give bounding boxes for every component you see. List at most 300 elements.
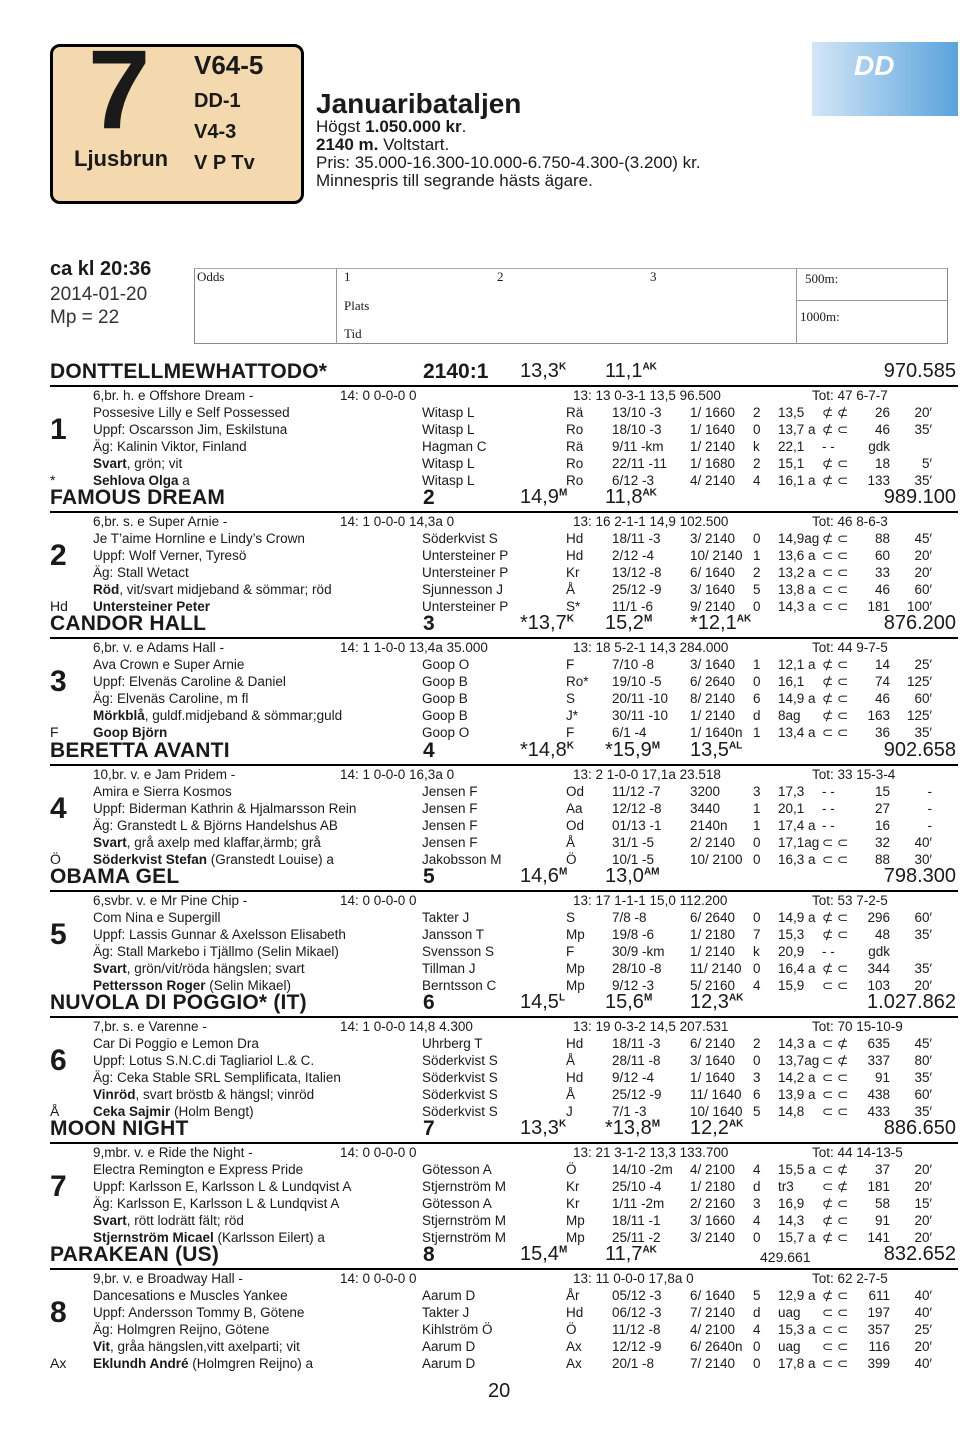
start-cell: 15,9 (778, 977, 805, 993)
start-cell: 12,9 a (778, 1288, 816, 1304)
start-cell: Aarum D (422, 1339, 476, 1355)
start-cell: 2/ 2140 (690, 834, 736, 850)
start-number: 5 (50, 917, 67, 951)
bold-text: Vit (93, 1339, 111, 1355)
start-cell: 6/ 1640 (690, 1288, 736, 1304)
stats-total: Tot: 44 14-13-5 (812, 1145, 903, 1161)
start-cell: 46 (874, 582, 890, 598)
start-cell: 14/10 -2m (612, 1162, 673, 1178)
record-type: M (558, 487, 568, 499)
start-cell: Å (566, 834, 576, 850)
start-cell: 9/12 -4 (612, 1070, 655, 1085)
record-type: M (643, 613, 653, 625)
start-cell: 5 (753, 1104, 761, 1119)
start-time: ca kl 20:36 (50, 258, 152, 280)
detail-text: Possesive Lilly e Self Possessed (93, 405, 290, 420)
start-cell: 74 (874, 674, 890, 690)
start-cell: 4 (753, 1322, 761, 1338)
start-cell: 103 (867, 977, 890, 993)
record-time: $15,2^M$ (605, 612, 653, 635)
detail-text: Uppf: Lotus S.N.C.di Tagliariol L.& C. (93, 1053, 315, 1068)
start-cell: 2140n (690, 817, 728, 833)
start-cell: - - (822, 800, 835, 816)
start-cell: Goop B (422, 691, 468, 707)
detail-text: , vit/svart midjeband & sömmar; röd (119, 582, 332, 598)
detail-text: (Holm Bengt) (170, 1104, 254, 1119)
start-cell: 60′ (914, 909, 932, 925)
detail-text: Ava Crown e Super Arnie (93, 657, 245, 673)
start-cell: 1/ 2180 (690, 1179, 736, 1195)
horse-detail-line (93, 455, 182, 472)
start-cell: ⊄ ⊂ (822, 456, 849, 471)
start-cell: 116 (868, 1339, 890, 1355)
detail-text: Äg: Holmgren Reijno, Götene (93, 1322, 270, 1338)
start-number: 4 (50, 791, 67, 825)
start-cell: Hd (566, 1036, 584, 1051)
stats-2013: 13: 19 0-3-2 14,5 207.531 (573, 1019, 729, 1034)
start-cell: Ro (566, 422, 584, 437)
start-cell: 25/12 -9 (612, 1087, 662, 1102)
start-cell: 6/ 2640 (690, 909, 736, 925)
start-cell: 18/11 -1 (612, 1213, 661, 1229)
horse-detail-line (93, 1052, 314, 1069)
start-cell: ⊂ ⊄ (822, 1053, 849, 1068)
start-cell: 05/12 -3 (612, 1288, 662, 1304)
start-cell: - - (822, 783, 835, 799)
horse-detail-line (93, 581, 332, 598)
post-position: 7 (423, 1117, 435, 1141)
horse-name: BERETTA AVANTI (50, 738, 230, 762)
total-earnings: 876.200 (883, 612, 956, 635)
start-cell: 9/ 2140 (690, 599, 736, 615)
start-cell: 45′ (914, 1036, 932, 1051)
total-earnings: 989.100 (883, 486, 956, 509)
record-time: $11,8^{AK}$ (605, 486, 657, 509)
start-cell: Witasp L (422, 405, 475, 420)
start-cell: Å (566, 1053, 576, 1068)
start-cell: 6/ 2140 (690, 1036, 736, 1051)
start-cell: ⊂ ⊂ (822, 1356, 849, 1372)
start-cell: 80′ (914, 1053, 932, 1068)
start-cell: 14,3 a (778, 599, 816, 615)
start-cell: Jensen F (422, 800, 478, 816)
start-cell: Goop O (422, 657, 470, 673)
start-cell: 13,9 a (778, 1087, 816, 1102)
start-cell: Hd (566, 1070, 584, 1085)
start-cell: 35′ (914, 1104, 932, 1119)
record-type: M (643, 992, 653, 1004)
start-cell: 31/1 -5 (612, 834, 655, 850)
horse-info: 6,br. s. e Super Arnie - (93, 514, 228, 530)
bold-text: Ceka Sajmir (93, 1104, 171, 1119)
stats-2013: 13: 13 0-3-1 13,5 96.500 (573, 388, 721, 403)
start-cell: 25/10 -4 (612, 1179, 662, 1195)
horse-info: 7,br. s. e Varenne - (93, 1019, 207, 1034)
start-cell: 1 (753, 725, 761, 741)
detail-text: Äg: Stall Wetact (93, 565, 189, 581)
start-cell: 10/1 -5 (612, 851, 655, 867)
start-cell: År (566, 1288, 580, 1304)
start-cell: 28/10 -8 (612, 960, 662, 976)
start-cell: 58 (874, 1196, 890, 1212)
start-cell: 20/11 -10 (612, 691, 669, 707)
start-cell: 14,2 a (778, 1070, 816, 1085)
start-cell: Uhrberg T (422, 1036, 483, 1051)
detail-text: Car Di Poggio e Lemon Dra (93, 1036, 259, 1051)
start-cell: 40′ (914, 834, 932, 850)
bold-text: Stjernström Micael (93, 1230, 214, 1246)
shoe-info: * (50, 472, 56, 488)
race-info-line: Högst 1.050.000 kr. (316, 117, 467, 136)
record-time: $11,1^{AK}$ (605, 360, 657, 382)
shoe-info: F (50, 724, 59, 741)
split-500m: 500m: (805, 271, 839, 286)
post-position: 6 (423, 991, 435, 1014)
start-cell: 60 (874, 548, 890, 564)
start-cell: 14,9ag (778, 531, 820, 547)
start-cell: 26 (874, 405, 890, 420)
start-cell: 4 (753, 1213, 761, 1229)
start-cell: ⊂ ⊂ (822, 582, 849, 598)
dd-logo-text: DD (854, 50, 895, 81)
start-cell: 18/11 -3 (612, 1036, 661, 1051)
start-cell: 2/ 2160 (690, 1196, 736, 1212)
start-cell: 11/ 1640 (690, 1087, 742, 1102)
stats-2013: 13: 16 2-1-1 14,9 102.500 (573, 514, 729, 530)
total-earnings: 902.658 (883, 738, 956, 761)
start-cell: 48 (874, 926, 890, 942)
start-cell: 4/ 2100 (690, 1322, 736, 1338)
start-cell: 30/9 -km (612, 943, 665, 959)
start-cell: 06/12 -3 (612, 1305, 662, 1321)
start-cell: 1/ 2180 (690, 926, 736, 942)
start-cell: ⊂ ⊂ (822, 977, 849, 993)
start-cell: Rä (566, 439, 584, 454)
horse-detail-line (93, 926, 346, 943)
start-cell: 9/12 -3 (612, 977, 655, 993)
start-cell: gdk (868, 943, 890, 959)
start-cell: k (753, 439, 760, 454)
start-cell: 91 (874, 1213, 890, 1229)
start-cell: 15,1 (778, 456, 805, 471)
start-cell: Jensen F (422, 783, 478, 799)
page-number: 20 (488, 1380, 511, 1402)
start-cell: 1/ 1640 (690, 1070, 736, 1085)
start-cell: 0 (753, 960, 761, 976)
horse-name: FAMOUS DREAM (50, 486, 226, 510)
start-cell: - (927, 800, 932, 816)
start-cell: 25′ (914, 657, 932, 673)
start-cell: Ö (566, 1322, 577, 1338)
start-cell: ⊄ ⊂ (822, 960, 849, 976)
start-cell: 18/11 -3 (612, 531, 661, 547)
odds-col-3: 3 (650, 269, 657, 284)
start-cell: 20′ (914, 1230, 932, 1246)
detail-text: Uppf: Karlsson E, Karlsson L & Lundqvist A (93, 1179, 352, 1195)
detail-text: , guldf.midjeband & sömmar;guld (144, 708, 343, 724)
start-cell: Ö (566, 851, 577, 867)
start-cell: 1/ 1680 (690, 456, 736, 471)
start-cell: Ö (566, 1162, 577, 1178)
start-cell: ⊄ ⊄ (822, 405, 849, 420)
detail-text: , grön/vit/röda hängslen; svart (126, 960, 305, 976)
start-cell: 0 (753, 1230, 761, 1246)
horse-name: OBAMA GEL (50, 864, 180, 888)
start-cell: Hagman C (422, 439, 487, 454)
start-cell: 2 (753, 456, 761, 471)
shoe-info: Ax (50, 1355, 67, 1372)
start-cell: Söderkvist S (422, 1053, 498, 1068)
start-cell: 13/10 -3 (612, 405, 662, 420)
horse-info: 6,svbr. v. e Mr Pine Chip - (93, 892, 248, 908)
start-cell: 17,8 a (778, 1356, 816, 1372)
start-cell: 7/ 2140 (690, 1305, 736, 1321)
horse-detail-line (93, 800, 356, 817)
start-cell: Untersteiner P (422, 548, 509, 564)
start-cell: 25′ (914, 1322, 932, 1338)
start-cell: 6/1 -4 (612, 725, 647, 741)
start-cell: 181 (867, 1179, 890, 1195)
start-cell: Aarum D (422, 1288, 476, 1304)
record-type: M (651, 1118, 661, 1130)
start-cell: 3440 (690, 800, 721, 816)
start-cell: 20′ (914, 1179, 932, 1195)
start-cell: 2 (753, 1036, 761, 1051)
bold-text: Sehlova Olga (93, 473, 179, 488)
start-cell: 35′ (914, 1070, 932, 1085)
start-cell: ⊄ ⊂ (822, 909, 849, 925)
race-title: Januaribataljen (316, 88, 522, 119)
horse-detail-line (93, 1195, 339, 1212)
start-cell: 0 (753, 599, 761, 615)
detail-text: Äg: Granstedt L & Björns Handelshus AB (93, 817, 338, 833)
start-cell: ⊂ ⊂ (822, 1104, 849, 1119)
start-cell: 1 (753, 548, 761, 564)
start-cell: 12,1 a (778, 657, 816, 673)
start-cell: 10/ 2100 (690, 851, 743, 867)
start-cell: 14,3 (778, 1213, 805, 1229)
start-cell: d (753, 1305, 761, 1321)
start-cell: 19/8 -6 (612, 926, 655, 942)
start-cell: 125′ (906, 674, 932, 690)
game-type-2: DD-1 (194, 90, 241, 112)
start-cell: Berntsson C (422, 977, 497, 993)
record-time: $*14,8^K$ (520, 738, 574, 761)
start-cell: 10/ 1640 (690, 1104, 743, 1119)
record-type: L (558, 992, 566, 1004)
start-cell: ⊄ ⊂ (822, 708, 849, 724)
start-cell: 7/8 -8 (612, 909, 647, 925)
start-cell: 6/ 2640n (690, 1339, 743, 1355)
shoe-info: Å (50, 1103, 60, 1119)
start-number: 7 (50, 1170, 67, 1204)
start-cell: 433 (867, 1104, 890, 1119)
start-cell: 3200 (690, 783, 721, 799)
start-cell: 3 (753, 1196, 761, 1212)
start-cell: Ro (566, 473, 584, 488)
start-cell: - - (822, 943, 835, 959)
start-cell: 4/ 2140 (690, 473, 736, 488)
start-cell: 344 (867, 960, 890, 976)
start-cell: 6 (753, 1087, 761, 1102)
start-cell: 13,5 (778, 405, 805, 420)
start-cell: 20,9 (778, 943, 805, 959)
bold-text: Svart (93, 834, 127, 850)
start-cell: Goop B (422, 708, 468, 724)
start-cell: 7 (753, 926, 761, 942)
horse-info: 10,br. v. e Jam Pridem - (93, 766, 236, 782)
start-cell: 0 (753, 851, 761, 867)
start-cell: 0 (753, 422, 761, 437)
total-earnings: 886.650 (883, 1117, 956, 1140)
start-cell: 3 (753, 783, 761, 799)
start-cell: 20′ (914, 548, 932, 564)
start-cell: 3/ 1640 (690, 582, 736, 598)
start-cell: 14,8 (778, 1104, 805, 1119)
start-cell: Söderkvist S (422, 1087, 498, 1102)
post-position: 3 (423, 612, 435, 636)
start-cell: 19/10 -5 (612, 674, 662, 690)
track-name: Ljusbrun (74, 146, 169, 171)
start-cell: 0 (753, 1356, 761, 1372)
start-cell: 0 (753, 834, 761, 850)
record-type: AK (728, 992, 744, 1004)
start-cell: ⊂ ⊄ (822, 1036, 849, 1051)
start-cell: 18 (874, 456, 890, 471)
start-cell: 0 (753, 531, 761, 547)
start-cell: Od (566, 817, 585, 833)
start-cell: 13/12 -8 (612, 565, 662, 581)
horse-detail-line (93, 909, 221, 926)
start-cell: Stjernström M (422, 1179, 507, 1195)
start-cell: Takter J (422, 1305, 470, 1321)
horse-detail-line (93, 943, 339, 960)
start-cell: ⊂ ⊂ (822, 725, 849, 741)
record-type: AK (642, 487, 657, 499)
post-position: 2140:1 (423, 360, 489, 383)
start-cell: 15,3 a (778, 1322, 816, 1338)
race-date: 2014-01-20 (50, 284, 148, 305)
start-cell: 5 (753, 1288, 761, 1304)
start-cell: 1 (753, 817, 761, 833)
start-cell: ⊂ ⊄ (822, 1162, 849, 1178)
start-cell: 20′ (914, 405, 932, 420)
odds-col-2: 2 (497, 269, 504, 284)
start-cell: 0 (753, 909, 761, 925)
detail-text: Com Nina e Supergill (93, 909, 221, 925)
start-cell: 17,3 (778, 783, 805, 799)
record-time: $14,9^M$ (520, 486, 568, 509)
stats-2013: 13: 18 5-2-1 14,3 284.000 (573, 640, 729, 656)
start-cell: Witasp L (422, 422, 475, 437)
start-cell: Kihlström Ö (422, 1322, 493, 1338)
start-cell: Mp (566, 1230, 585, 1246)
horse-detail-line (93, 1287, 288, 1304)
start-cell: Witasp L (422, 456, 475, 471)
horse-detail-line (93, 690, 248, 707)
stats-2013: 13: 17 1-1-1 15,0 112.200 (573, 892, 728, 908)
record-type: K (558, 1118, 567, 1130)
start-cell: Untersteiner P (422, 599, 509, 615)
record-time: $*13,7^K$ (520, 612, 574, 635)
start-cell: S (566, 909, 576, 925)
start-cell: 11/12 -7 (612, 783, 661, 799)
start-cell: 13,8 a (778, 582, 816, 598)
horse-name: PARAKEAN (US) (50, 1243, 220, 1267)
start-cell: Aa (566, 800, 583, 816)
record-type: AL (728, 739, 743, 751)
detail-text: Dancesations e Muscles Yankee (93, 1288, 288, 1304)
start-cell: 13,2 a (778, 565, 816, 581)
bold-text: Goop Björn (93, 725, 168, 741)
start-cell: 25/11 -2 (612, 1230, 661, 1246)
start-cell: 60′ (914, 1087, 932, 1102)
stats-2014: 14: 1 0-0-0 14,8 4.300 (340, 1019, 473, 1034)
start-cell: Ax (566, 1339, 582, 1355)
start-cell: 33 (874, 565, 890, 581)
start-cell: 3/ 1640 (690, 657, 736, 673)
horse-detail-line (93, 1338, 300, 1355)
start-cell: 20/1 -8 (612, 1356, 655, 1372)
start-cell: 30/11 -10 (612, 708, 669, 724)
horse-detail-line (93, 1178, 351, 1195)
start-cell: 16,4 a (778, 960, 816, 976)
start-cell: Witasp L (422, 473, 475, 488)
start-cell: 337 (867, 1053, 890, 1068)
post-position: 4 (423, 738, 435, 762)
start-cell: J (566, 1104, 573, 1119)
detail-text: , gråa hängslen,vitt axelparti; vit (110, 1339, 300, 1355)
start-cell: 20′ (914, 1213, 932, 1229)
race-number: 7 (88, 27, 151, 152)
start-cell: 611 (868, 1288, 890, 1304)
start-cell: - (927, 783, 932, 799)
shoe-info: Hd (50, 598, 68, 615)
start-cell: 2 (753, 565, 761, 581)
start-cell: 20′ (914, 1339, 932, 1355)
detail-text: (Granstedt Louise) a (207, 851, 334, 867)
record-type: M (651, 739, 661, 751)
stats-2014: 14: 0 0-0-0 0 (340, 892, 417, 908)
start-cell: - (927, 817, 932, 833)
detail-text: Je T’aime Hornline e Lindy’s Crown (93, 531, 305, 547)
stats-total: Tot: 70 15-10-9 (812, 1019, 903, 1034)
detail-text: (Selin Mikael) (205, 977, 292, 993)
stats-total: Tot: 62 2-7-5 (812, 1271, 888, 1287)
record-type: K (558, 361, 567, 373)
start-cell: 20′ (914, 977, 932, 993)
start-cell: tr3 (778, 1179, 794, 1195)
odds-divider (796, 268, 797, 344)
game-type-1: V64-5 (194, 50, 264, 80)
start-cell: 163 (867, 708, 890, 724)
horse-info: 6,br. v. e Adams Hall - (93, 640, 225, 656)
start-number: 8 (50, 1296, 67, 1330)
game-type-4: V P Tv (194, 152, 255, 174)
start-cell: 13,6 a (778, 548, 816, 564)
detail-text: , grön; vit (126, 456, 183, 471)
start-cell: 296 (867, 909, 890, 925)
start-cell: ⊄ ⊂ (822, 657, 849, 673)
start-cell: 13,4 a (778, 725, 816, 741)
start-cell: 15,5 a (778, 1162, 816, 1178)
start-cell: Hd (566, 531, 584, 547)
start-cell: Götesson A (422, 1162, 492, 1178)
record-time: $13,0^{AM}$ (605, 864, 660, 887)
stats-2013: 13: 2 1-0-0 17,1a 23.518 (573, 766, 721, 782)
start-cell: Sjunnesson J (422, 582, 504, 598)
stats-2014: 14: 1 0-0-0 16,3a 0 (340, 766, 455, 782)
